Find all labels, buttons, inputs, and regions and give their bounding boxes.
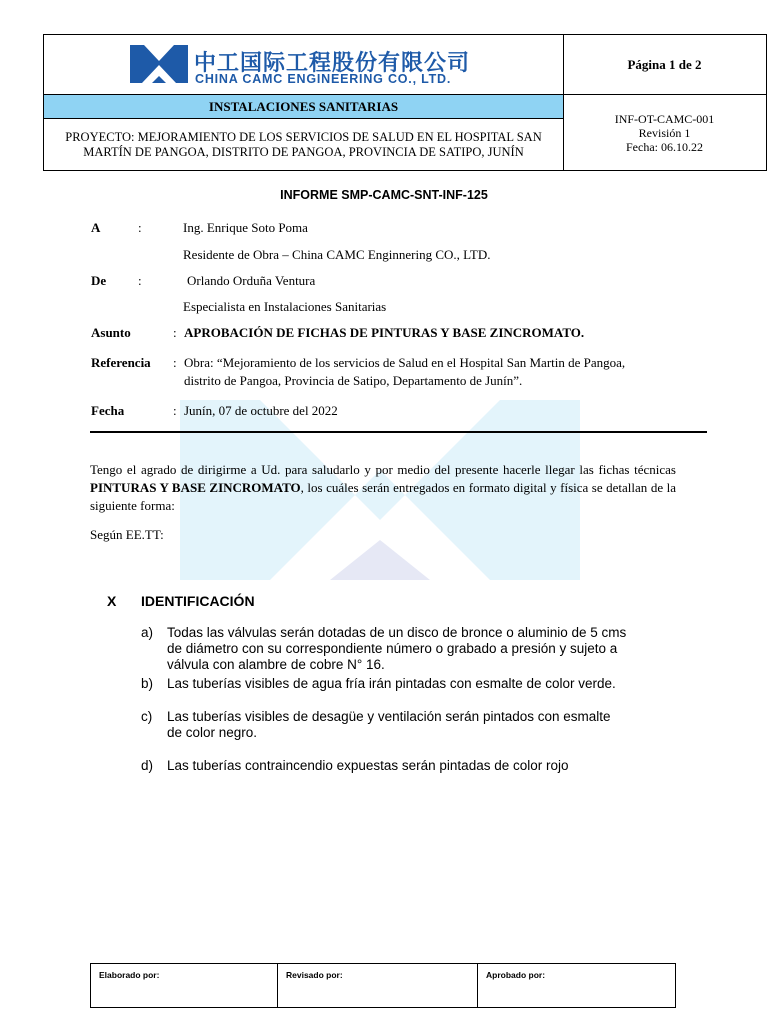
list-letter: a) [141,625,154,640]
list-item-d [141,758,569,774]
date-colon: : [173,403,177,418]
intro-text-2: , los cuáles serán entregados en formato digital y física se detallan de la siguiente forma: [90,480,676,513]
reviewed-by: Revisado por: [278,964,478,1007]
company-name-english: CHINA CAMC ENGINEERING CO., LTD. [195,72,452,86]
list-letter: b) [141,676,154,691]
reference-label: Referencia [91,355,151,370]
list-line: válvula con alambre de cobre N° 16. [167,657,385,672]
intro-text-bold: PINTURAS Y BASE ZINCROMATO [90,480,301,495]
from-name: Orlando Orduña Ventura [187,273,316,288]
to-colon: : [138,220,142,235]
list-item-c [141,709,611,741]
document-code: INF-OT-CAMC-001 [614,111,715,126]
date-label: Fecha [91,403,125,418]
document-info [563,95,766,170]
list-letter: d) [141,758,154,773]
section-title: INSTALACIONES SANITARIAS [44,95,564,119]
intro-text-1: Tengo el agrado de dirigirme a Ud. para saludarlo y por medio del presente hacerle llegar las fichas técnicas [90,462,676,477]
from-label: De [91,273,107,288]
to-name: Ing. Enrique Soto Poma [183,220,308,235]
report-title: INFORME SMP-CAMC-SNT-INF-125 [280,188,488,202]
list-letter: c) [141,709,153,724]
document-header [43,34,767,171]
company-name-chinese: 中工国际工程股份有限公司 [194,51,471,76]
reference-line-1: Obra: “Mejoramiento de los servicios de Salud en el Hospital San Martin de Pangoa, [184,355,626,370]
list-line: Las tuberías visibles de desagüe y ventilación serán pintados con esmalte [167,709,611,724]
date-value: Junín, 07 de octubre del 2022 [184,403,338,418]
subject-value: APROBACIÓN DE FICHAS DE PINTURAS Y BASE ZINCROMATO. [184,325,585,340]
to-role: Residente de Obra – China CAMC Enginnering CO., LTD. [183,247,491,262]
logo-cell [44,35,564,95]
reference-colon: : [173,355,177,370]
project-title: PROYECTO: MEJORAMIENTO DE LOS SERVICIOS DE SALUD EN EL HOSPITAL SAN MARTÍN DE PANGOA, DISTRITO DE PANGOA, PROVINCIA DE SATIPO, JUNÍN [44,119,564,170]
page-number: Página 1 de 2 [563,35,766,95]
list-line: Las tuberías visibles de agua fría irán pintadas con esmalte de color verde. [167,676,616,691]
from-colon: : [138,273,142,288]
intro-paragraph [90,461,676,515]
list-item-a [141,625,626,673]
revision: Revisión 1 [638,125,691,140]
spec-reference: Según EE.TT: [90,527,164,542]
divider [90,431,707,433]
company-logo-icon [130,45,188,83]
prepared-by: Elaborado por: [91,964,278,1007]
list-line: de diámetro con su correspondiente número o grabado a presión y sujeto a [167,641,618,656]
list-line: de color negro. [167,725,258,740]
section-marker: X [107,593,117,609]
reference-line-2: distrito de Pangoa, Provincia de Satipo, Departamento de Junín”. [184,373,523,388]
approved-by: Aprobado por: [486,970,546,980]
from-role: Especialista en Instalaciones Sanitarias [183,299,387,314]
list-item-b [141,676,616,692]
identification-heading: IDENTIFICACIÓN [141,593,255,609]
subject-label: Asunto [91,325,131,340]
signature-table [90,963,676,1008]
subject-colon: : [173,325,177,340]
list-line: Todas las válvulas serán dotadas de un disco de bronce o aluminio de 5 cms [167,625,627,640]
to-label: A [91,220,101,235]
list-line: Las tuberías contraincendio expuestas serán pintadas de color rojo [167,758,569,773]
issue-date: Fecha: 06.10.22 [626,139,703,154]
